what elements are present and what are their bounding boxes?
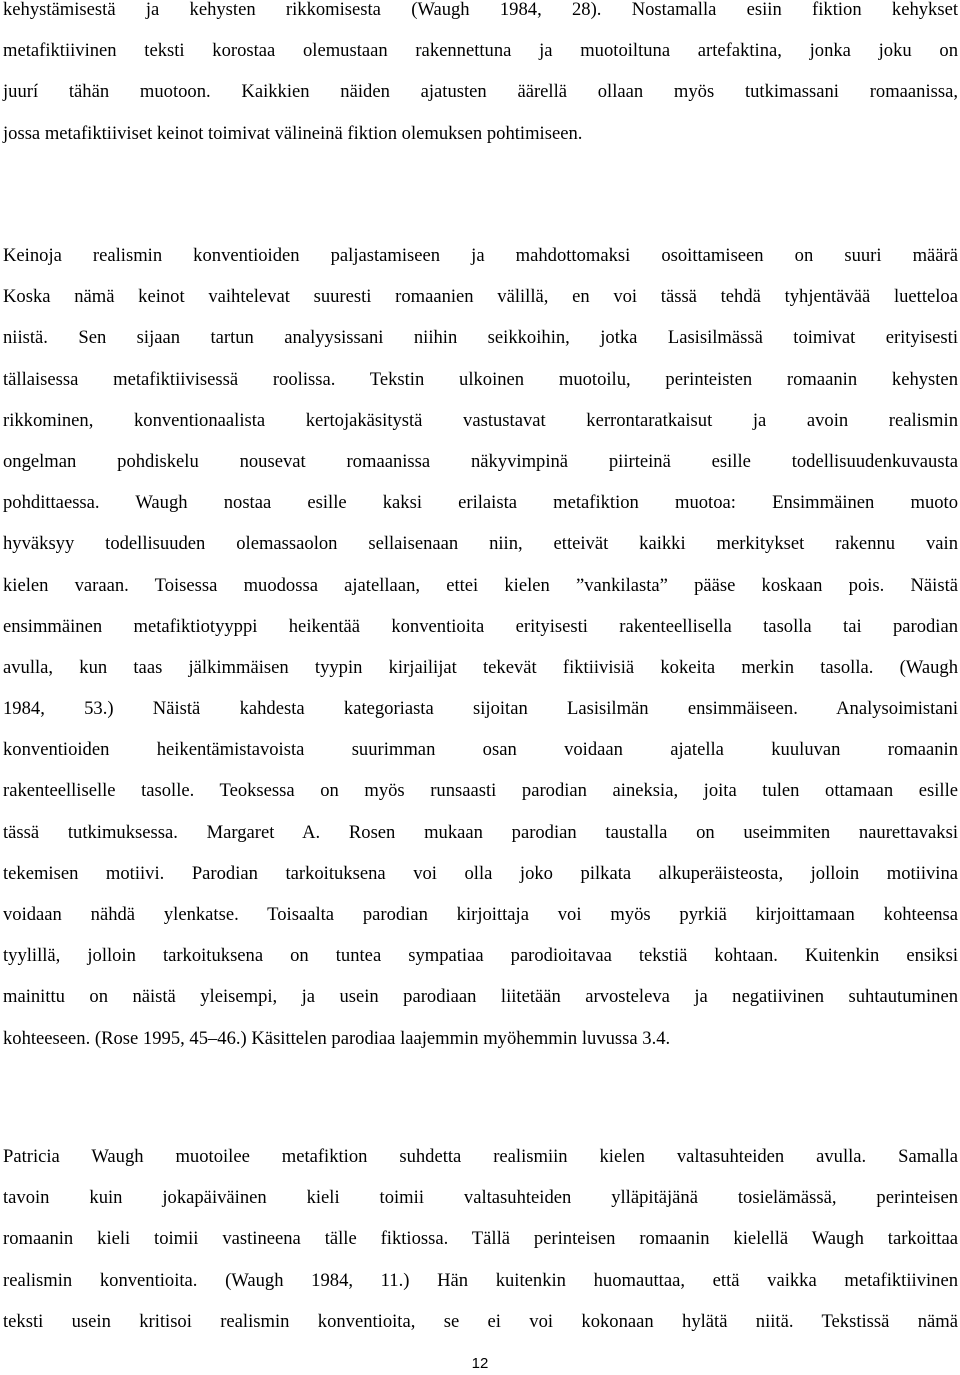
text-line: voidaan nähdä ylenkatse. Toisaalta parodian kirjoittaja voi myös pyrkiä kirjoittamaan kohteensa xyxy=(3,904,958,925)
text-line: ongelman pohdiskelu nousevat romaanissa näkyvimpinä piirteinä esille todellisuudenkuvausta xyxy=(3,450,958,472)
text-line: romaanin kieli toimii vastineena tälle fiktiossa. Tällä perinteisen romaanin kielellä Waugh tarkoittaa xyxy=(3,1228,958,1250)
text-line: kohteeseen. (Rose 1995, 45‒46.) Käsittelen parodiaa laajemmin myöhemmin luvussa 3.4. xyxy=(3,1027,671,1049)
text-line: mainittu on näistä yleisempi, ja usein parodiaan liitetään arvosteleva ja negatiivinen suhtautuminen xyxy=(3,986,958,1008)
text-line: ensimmäinen metafiktiotyyppi heikentää konventioita erityisesti rakenteellisella tasolla tai parodian xyxy=(3,615,958,637)
text-line: 1984, 53.) Näistä kahdesta kategoriasta sijoitan Lasisilmän ensimmäiseen. Analysoimistani xyxy=(3,698,958,720)
text-line: metafiktiivinen teksti korostaa olemustaan rakennettuna ja muotoiltuna artefaktina, jonka joku on xyxy=(3,40,958,62)
page-number: 12 xyxy=(471,1355,489,1372)
text-line: niistä. Sen sijaan tartun analyysissani niihin seikkoihin, jotka Lasisilmässä toimivat erityisesti xyxy=(3,327,958,349)
text-line: Keinoja realismin konventioiden paljastamiseen ja mahdottomaksi osoittamiseen on suuri määrä xyxy=(3,245,958,266)
text-line: juurí tähän muotoon. Kaikkien näiden ajatusten äärellä ollaan myös tutkimassani romaanissa, xyxy=(3,81,958,103)
text-line: Koska nämä keinot vaihtelevat suuresti romaanien välillä, en voi tässä tehdä tyhjentävää luetteloa xyxy=(3,286,958,308)
paragraph-3 xyxy=(3,1136,958,1342)
text-line: konventioiden heikentämistavoista suurimman osan voidaan ajatella kuuluvan romaanin xyxy=(3,739,958,761)
text-line: tässä tutkimuksessa. Margaret A. Rosen mukaan parodian taustalla on useimmiten naurettavaksi xyxy=(3,821,958,843)
text-line: Patricia Waugh muotoilee metafiktion suhdetta realismiin kielen valtasuhteiden avulla. Samalla xyxy=(3,1146,958,1167)
text-line: avulla, kun taas jälkimmäisen tyypin kirjailijat tekevät fiktiivisiä kokeita merkin tasolla. (Waugh xyxy=(3,656,958,678)
text-line: realismin konventioita. (Waugh 1984, 11.) Hän kuitenkin huomauttaa, että vaikka metafiktiivinen xyxy=(3,1269,958,1291)
text-line: rakenteelliselle tasolle. Teoksessa on myös runsaasti parodian aineksia, joita tulen ottamaan esille xyxy=(3,780,958,802)
text-line: pohdittaessa. Waugh nostaa esille kaksi erilaista metafiktion muotoa: Ensimmäinen muoto xyxy=(3,492,958,514)
text-line: rikkominen, konventionaalista kertojakäsitystä vastustavat kerrontaratkaisut ja avoin realismin xyxy=(3,409,958,431)
text-line: tavoin kuin jokapäiväinen kieli toimii valtasuhteiden ylläpitäjänä tosielämässä, perinteisen xyxy=(3,1187,958,1209)
text-line: tekemisen motiivi. Parodian tarkoituksena voi olla joko pilkata alkuperäisteosta, jolloin motiivina xyxy=(3,862,958,884)
paragraph-1 xyxy=(3,0,958,154)
paragraph-2 xyxy=(3,235,958,1059)
text-line: kielen varaan. Toisessa muodossa ajatellaan, ettei kielen ”vankilasta” pääse koskaan pois. Näistä xyxy=(3,574,958,596)
text-line: tyylillä, jolloin tarkoituksena on tuntea sympatiaa parodioitavaa tekstiä kohtaan. Kuitenkin ensiksi xyxy=(3,945,958,967)
text-line: jossa metafiktiiviset keinot toimivat välineinä fiktion olemuksen pohtimiseen. xyxy=(3,122,583,144)
text-line: teksti usein kritisoi realismin konventioita, se ei voi kokonaan hylätä niitä. Tekstissä nämä xyxy=(3,1310,958,1332)
text-line: hyväksyy todellisuuden olemassaolon sellaisenaan niin, etteivät kaikki merkitykset rakennu vain xyxy=(3,533,958,555)
text-line: tällaisessa metafiktiivisessä roolissa. Tekstin ulkoinen muotoilu, perinteisten romaanin kehysten xyxy=(3,368,958,390)
text-line: kehystämisestä ja kehysten rikkomisesta (Waugh 1984, 28). Nostamalla esiin fiktion kehykset xyxy=(3,0,958,20)
